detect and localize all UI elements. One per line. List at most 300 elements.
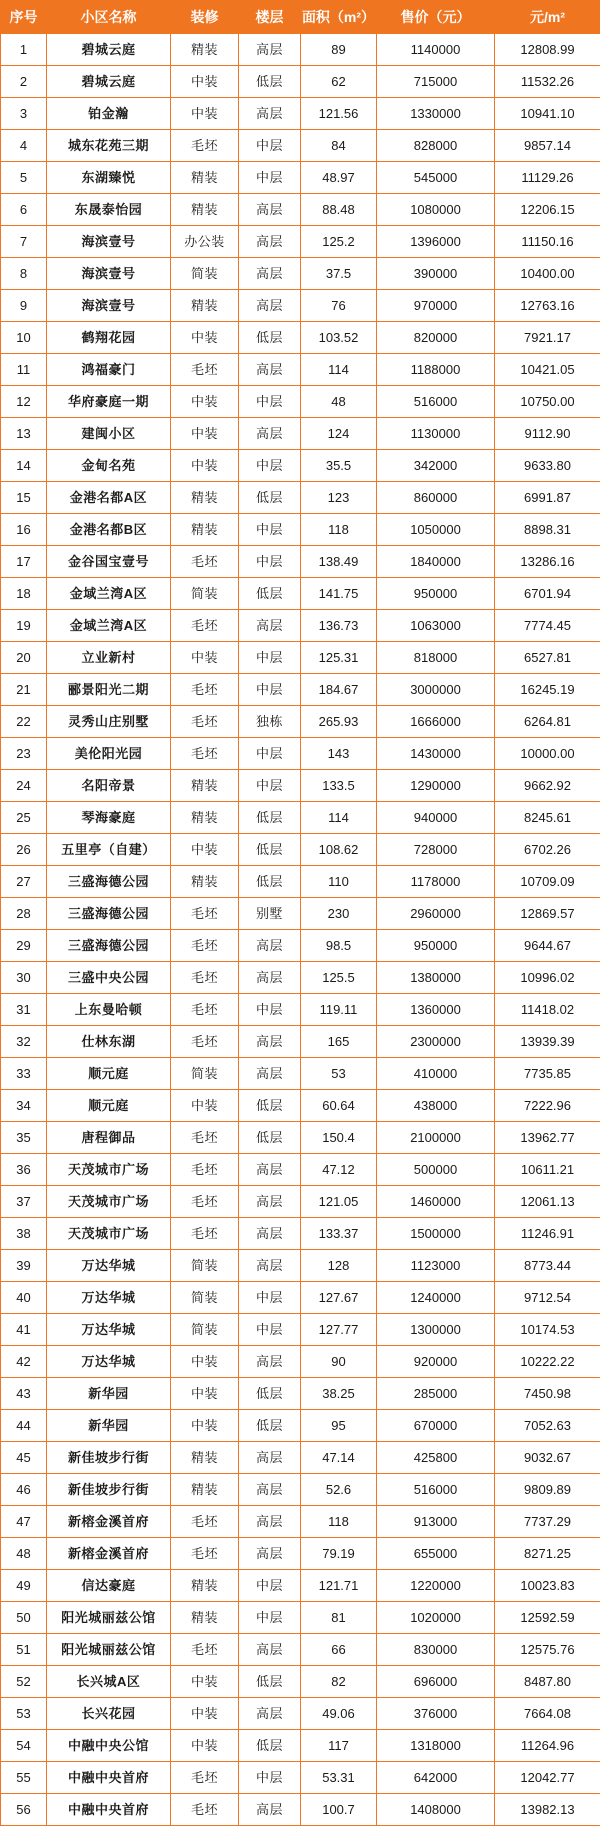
cell-name: 天茂城市广场 xyxy=(47,1186,171,1218)
cell-unit-price: 10400.00 xyxy=(495,258,600,290)
cell-name: 海滨壹号 xyxy=(47,290,171,322)
cell-name: 三盛海德公园 xyxy=(47,898,171,930)
cell-decoration: 简装 xyxy=(171,258,239,290)
cell-unit-price: 12042.77 xyxy=(495,1762,600,1794)
cell-name: 华府豪庭一期 xyxy=(47,386,171,418)
table-row xyxy=(1,1730,600,1762)
cell-unit-price: 13286.16 xyxy=(495,546,600,578)
cell-price: 830000 xyxy=(377,1634,495,1666)
cell-area: 119.11 xyxy=(301,994,377,1026)
cell-price: 1178000 xyxy=(377,866,495,898)
cell-index: 20 xyxy=(1,642,47,674)
cell-index: 3 xyxy=(1,98,47,130)
table-row xyxy=(1,162,600,194)
cell-index: 23 xyxy=(1,738,47,770)
cell-area: 138.49 xyxy=(301,546,377,578)
header-floor: 楼层 xyxy=(239,1,301,34)
cell-floor: 高层 xyxy=(239,354,301,386)
cell-index: 27 xyxy=(1,866,47,898)
cell-index: 8 xyxy=(1,258,47,290)
table-row xyxy=(1,898,600,930)
cell-unit-price: 9644.67 xyxy=(495,930,600,962)
cell-name: 信达豪庭 xyxy=(47,1570,171,1602)
cell-unit-price: 7735.85 xyxy=(495,1058,600,1090)
cell-price: 913000 xyxy=(377,1506,495,1538)
cell-unit-price: 7921.17 xyxy=(495,322,600,354)
cell-index: 14 xyxy=(1,450,47,482)
cell-price: 696000 xyxy=(377,1666,495,1698)
cell-index: 17 xyxy=(1,546,47,578)
cell-price: 1220000 xyxy=(377,1570,495,1602)
cell-decoration: 简装 xyxy=(171,1250,239,1282)
cell-index: 36 xyxy=(1,1154,47,1186)
cell-index: 13 xyxy=(1,418,47,450)
cell-price: 1408000 xyxy=(377,1794,495,1826)
cell-price: 1140000 xyxy=(377,34,495,66)
cell-price: 390000 xyxy=(377,258,495,290)
cell-price: 285000 xyxy=(377,1378,495,1410)
cell-price: 2960000 xyxy=(377,898,495,930)
cell-decoration: 中装 xyxy=(171,1378,239,1410)
cell-area: 123 xyxy=(301,482,377,514)
cell-unit-price: 10222.22 xyxy=(495,1346,600,1378)
cell-name: 铂金瀚 xyxy=(47,98,171,130)
cell-decoration: 精装 xyxy=(171,1442,239,1474)
cell-decoration: 毛坯 xyxy=(171,546,239,578)
table-row xyxy=(1,1634,600,1666)
cell-name: 上东曼哈顿 xyxy=(47,994,171,1026)
cell-price: 920000 xyxy=(377,1346,495,1378)
cell-index: 16 xyxy=(1,514,47,546)
table-row xyxy=(1,1314,600,1346)
cell-area: 133.5 xyxy=(301,770,377,802)
cell-index: 33 xyxy=(1,1058,47,1090)
cell-area: 184.67 xyxy=(301,674,377,706)
header-index: 序号 xyxy=(1,1,47,34)
cell-area: 66 xyxy=(301,1634,377,1666)
table-row xyxy=(1,1762,600,1794)
cell-name: 金港名都B区 xyxy=(47,514,171,546)
cell-name: 顺元庭 xyxy=(47,1058,171,1090)
cell-price: 376000 xyxy=(377,1698,495,1730)
cell-area: 110 xyxy=(301,866,377,898)
cell-decoration: 毛坯 xyxy=(171,898,239,930)
table-row xyxy=(1,258,600,290)
cell-decoration: 精装 xyxy=(171,162,239,194)
cell-name: 郦景阳光二期 xyxy=(47,674,171,706)
cell-unit-price: 8773.44 xyxy=(495,1250,600,1282)
cell-price: 500000 xyxy=(377,1154,495,1186)
cell-decoration: 毛坯 xyxy=(171,706,239,738)
cell-area: 53.31 xyxy=(301,1762,377,1794)
cell-area: 150.4 xyxy=(301,1122,377,1154)
cell-index: 44 xyxy=(1,1410,47,1442)
cell-unit-price: 7052.63 xyxy=(495,1410,600,1442)
cell-floor: 低层 xyxy=(239,834,301,866)
cell-name: 三盛中央公园 xyxy=(47,962,171,994)
cell-floor: 高层 xyxy=(239,1442,301,1474)
cell-floor: 高层 xyxy=(239,290,301,322)
cell-price: 2300000 xyxy=(377,1026,495,1058)
cell-decoration: 毛坯 xyxy=(171,738,239,770)
cell-decoration: 中装 xyxy=(171,418,239,450)
cell-floor: 高层 xyxy=(239,930,301,962)
table-row xyxy=(1,1026,600,1058)
cell-price: 1396000 xyxy=(377,226,495,258)
cell-floor: 中层 xyxy=(239,1282,301,1314)
cell-decoration: 毛坯 xyxy=(171,1154,239,1186)
table-row xyxy=(1,578,600,610)
cell-area: 136.73 xyxy=(301,610,377,642)
cell-index: 43 xyxy=(1,1378,47,1410)
cell-index: 40 xyxy=(1,1282,47,1314)
cell-floor: 高层 xyxy=(239,1634,301,1666)
cell-name: 灵秀山庄别墅 xyxy=(47,706,171,738)
cell-index: 48 xyxy=(1,1538,47,1570)
cell-decoration: 毛坯 xyxy=(171,674,239,706)
cell-name: 万达华城 xyxy=(47,1346,171,1378)
cell-price: 1318000 xyxy=(377,1730,495,1762)
cell-price: 438000 xyxy=(377,1090,495,1122)
table-row xyxy=(1,738,600,770)
cell-name: 碧城云庭 xyxy=(47,66,171,98)
cell-floor: 高层 xyxy=(239,98,301,130)
cell-name: 金甸名苑 xyxy=(47,450,171,482)
cell-unit-price: 9662.92 xyxy=(495,770,600,802)
table-row xyxy=(1,930,600,962)
cell-decoration: 中装 xyxy=(171,1698,239,1730)
cell-area: 95 xyxy=(301,1410,377,1442)
cell-index: 51 xyxy=(1,1634,47,1666)
cell-floor: 中层 xyxy=(239,738,301,770)
cell-area: 127.67 xyxy=(301,1282,377,1314)
cell-price: 970000 xyxy=(377,290,495,322)
cell-area: 48 xyxy=(301,386,377,418)
cell-index: 24 xyxy=(1,770,47,802)
header-unit-price: 元/m² xyxy=(495,1,600,34)
cell-area: 81 xyxy=(301,1602,377,1634)
cell-area: 143 xyxy=(301,738,377,770)
cell-name: 万达华城 xyxy=(47,1250,171,1282)
cell-price: 1130000 xyxy=(377,418,495,450)
cell-price: 3000000 xyxy=(377,674,495,706)
cell-unit-price: 12592.59 xyxy=(495,1602,600,1634)
cell-index: 56 xyxy=(1,1794,47,1826)
cell-name: 新华园 xyxy=(47,1410,171,1442)
cell-name: 三盛海德公园 xyxy=(47,866,171,898)
cell-floor: 低层 xyxy=(239,1090,301,1122)
header-price: 售价（元） xyxy=(377,1,495,34)
cell-index: 30 xyxy=(1,962,47,994)
cell-decoration: 毛坯 xyxy=(171,1218,239,1250)
cell-floor: 高层 xyxy=(239,1218,301,1250)
cell-unit-price: 9032.67 xyxy=(495,1442,600,1474)
cell-name: 城东花苑三期 xyxy=(47,130,171,162)
cell-area: 47.12 xyxy=(301,1154,377,1186)
cell-unit-price: 10941.10 xyxy=(495,98,600,130)
table-row xyxy=(1,1410,600,1442)
cell-floor: 低层 xyxy=(239,1378,301,1410)
cell-unit-price: 12763.16 xyxy=(495,290,600,322)
cell-index: 41 xyxy=(1,1314,47,1346)
cell-area: 121.56 xyxy=(301,98,377,130)
cell-area: 230 xyxy=(301,898,377,930)
cell-unit-price: 12869.57 xyxy=(495,898,600,930)
cell-unit-price: 6701.94 xyxy=(495,578,600,610)
cell-unit-price: 10996.02 xyxy=(495,962,600,994)
cell-floor: 中层 xyxy=(239,386,301,418)
cell-floor: 中层 xyxy=(239,450,301,482)
cell-name: 长兴花园 xyxy=(47,1698,171,1730)
cell-index: 28 xyxy=(1,898,47,930)
table-row xyxy=(1,674,600,706)
cell-price: 1380000 xyxy=(377,962,495,994)
cell-index: 18 xyxy=(1,578,47,610)
table-row xyxy=(1,802,600,834)
cell-name: 东晟泰怡园 xyxy=(47,194,171,226)
cell-floor: 高层 xyxy=(239,1474,301,1506)
table-row xyxy=(1,130,600,162)
cell-area: 49.06 xyxy=(301,1698,377,1730)
table-row xyxy=(1,1570,600,1602)
cell-price: 2100000 xyxy=(377,1122,495,1154)
cell-area: 133.37 xyxy=(301,1218,377,1250)
cell-name: 金港名都A区 xyxy=(47,482,171,514)
cell-unit-price: 11532.26 xyxy=(495,66,600,98)
cell-price: 642000 xyxy=(377,1762,495,1794)
cell-index: 49 xyxy=(1,1570,47,1602)
cell-index: 46 xyxy=(1,1474,47,1506)
table-row xyxy=(1,706,600,738)
cell-floor: 高层 xyxy=(239,962,301,994)
cell-unit-price: 10174.53 xyxy=(495,1314,600,1346)
cell-unit-price: 13962.77 xyxy=(495,1122,600,1154)
cell-name: 顺元庭 xyxy=(47,1090,171,1122)
table-row xyxy=(1,1282,600,1314)
cell-decoration: 毛坯 xyxy=(171,1122,239,1154)
header-decoration: 装修 xyxy=(171,1,239,34)
cell-index: 6 xyxy=(1,194,47,226)
cell-price: 1430000 xyxy=(377,738,495,770)
cell-decoration: 精装 xyxy=(171,1602,239,1634)
cell-name: 三盛海德公园 xyxy=(47,930,171,962)
cell-area: 79.19 xyxy=(301,1538,377,1570)
cell-index: 11 xyxy=(1,354,47,386)
cell-floor: 中层 xyxy=(239,770,301,802)
cell-decoration: 中装 xyxy=(171,66,239,98)
table-row xyxy=(1,1666,600,1698)
cell-area: 114 xyxy=(301,802,377,834)
cell-unit-price: 12808.99 xyxy=(495,34,600,66)
cell-unit-price: 10000.00 xyxy=(495,738,600,770)
cell-index: 34 xyxy=(1,1090,47,1122)
cell-index: 4 xyxy=(1,130,47,162)
cell-name: 中融中央首府 xyxy=(47,1794,171,1826)
cell-decoration: 毛坯 xyxy=(171,1186,239,1218)
cell-floor: 独栋 xyxy=(239,706,301,738)
cell-unit-price: 7450.98 xyxy=(495,1378,600,1410)
cell-decoration: 办公装 xyxy=(171,226,239,258)
table-row xyxy=(1,386,600,418)
table-row xyxy=(1,1474,600,1506)
cell-price: 1500000 xyxy=(377,1218,495,1250)
cell-name: 新佳坡步行街 xyxy=(47,1474,171,1506)
table-row xyxy=(1,1250,600,1282)
cell-floor: 高层 xyxy=(239,610,301,642)
cell-floor: 高层 xyxy=(239,34,301,66)
cell-name: 名阳帝景 xyxy=(47,770,171,802)
cell-name: 鸿福豪门 xyxy=(47,354,171,386)
cell-unit-price: 7737.29 xyxy=(495,1506,600,1538)
cell-area: 121.71 xyxy=(301,1570,377,1602)
cell-decoration: 精装 xyxy=(171,34,239,66)
cell-index: 1 xyxy=(1,34,47,66)
cell-name: 天茂城市广场 xyxy=(47,1218,171,1250)
cell-unit-price: 8487.80 xyxy=(495,1666,600,1698)
cell-price: 1300000 xyxy=(377,1314,495,1346)
cell-area: 125.2 xyxy=(301,226,377,258)
cell-unit-price: 11264.96 xyxy=(495,1730,600,1762)
cell-decoration: 简装 xyxy=(171,1314,239,1346)
cell-decoration: 精装 xyxy=(171,514,239,546)
cell-name: 长兴城A区 xyxy=(47,1666,171,1698)
cell-price: 820000 xyxy=(377,322,495,354)
cell-unit-price: 10023.83 xyxy=(495,1570,600,1602)
table-body xyxy=(1,34,600,1826)
table-row xyxy=(1,482,600,514)
table-row xyxy=(1,1058,600,1090)
cell-floor: 中层 xyxy=(239,514,301,546)
cell-unit-price: 12206.15 xyxy=(495,194,600,226)
cell-decoration: 毛坯 xyxy=(171,1794,239,1826)
cell-decoration: 毛坯 xyxy=(171,1538,239,1570)
cell-floor: 高层 xyxy=(239,226,301,258)
header-name: 小区名称 xyxy=(47,1,171,34)
cell-area: 53 xyxy=(301,1058,377,1090)
cell-unit-price: 16245.19 xyxy=(495,674,600,706)
cell-unit-price: 11246.91 xyxy=(495,1218,600,1250)
cell-area: 100.7 xyxy=(301,1794,377,1826)
cell-index: 52 xyxy=(1,1666,47,1698)
cell-area: 265.93 xyxy=(301,706,377,738)
cell-price: 940000 xyxy=(377,802,495,834)
cell-floor: 中层 xyxy=(239,1762,301,1794)
cell-area: 38.25 xyxy=(301,1378,377,1410)
cell-unit-price: 8245.61 xyxy=(495,802,600,834)
cell-unit-price: 6991.87 xyxy=(495,482,600,514)
cell-index: 50 xyxy=(1,1602,47,1634)
cell-floor: 低层 xyxy=(239,802,301,834)
cell-price: 1240000 xyxy=(377,1282,495,1314)
cell-floor: 低层 xyxy=(239,322,301,354)
cell-unit-price: 10611.21 xyxy=(495,1154,600,1186)
cell-price: 715000 xyxy=(377,66,495,98)
cell-index: 35 xyxy=(1,1122,47,1154)
cell-name: 美伦阳光园 xyxy=(47,738,171,770)
cell-name: 新佳坡步行街 xyxy=(47,1442,171,1474)
cell-floor: 高层 xyxy=(239,1698,301,1730)
cell-name: 金域兰湾A区 xyxy=(47,578,171,610)
cell-area: 108.62 xyxy=(301,834,377,866)
cell-index: 21 xyxy=(1,674,47,706)
cell-decoration: 中装 xyxy=(171,1730,239,1762)
cell-area: 52.6 xyxy=(301,1474,377,1506)
cell-price: 950000 xyxy=(377,578,495,610)
cell-name: 立业新村 xyxy=(47,642,171,674)
cell-floor: 中层 xyxy=(239,642,301,674)
cell-floor: 高层 xyxy=(239,1794,301,1826)
cell-floor: 高层 xyxy=(239,1154,301,1186)
table-row xyxy=(1,866,600,898)
cell-unit-price: 13982.13 xyxy=(495,1794,600,1826)
cell-decoration: 中装 xyxy=(171,642,239,674)
cell-decoration: 中装 xyxy=(171,1346,239,1378)
table-row xyxy=(1,1154,600,1186)
cell-name: 唐程御品 xyxy=(47,1122,171,1154)
cell-decoration: 精装 xyxy=(171,194,239,226)
table-row xyxy=(1,1090,600,1122)
cell-decoration: 毛坯 xyxy=(171,1506,239,1538)
cell-unit-price: 13939.39 xyxy=(495,1026,600,1058)
table-row xyxy=(1,1346,600,1378)
cell-decoration: 精装 xyxy=(171,290,239,322)
cell-price: 818000 xyxy=(377,642,495,674)
cell-price: 1840000 xyxy=(377,546,495,578)
cell-decoration: 毛坯 xyxy=(171,930,239,962)
cell-decoration: 毛坯 xyxy=(171,994,239,1026)
table-row xyxy=(1,834,600,866)
cell-price: 1290000 xyxy=(377,770,495,802)
cell-price: 342000 xyxy=(377,450,495,482)
cell-decoration: 毛坯 xyxy=(171,1026,239,1058)
cell-area: 98.5 xyxy=(301,930,377,962)
cell-floor: 低层 xyxy=(239,482,301,514)
cell-unit-price: 8898.31 xyxy=(495,514,600,546)
cell-index: 19 xyxy=(1,610,47,642)
cell-price: 828000 xyxy=(377,130,495,162)
cell-unit-price: 11129.26 xyxy=(495,162,600,194)
cell-name: 阳光城丽兹公馆 xyxy=(47,1634,171,1666)
cell-floor: 低层 xyxy=(239,1410,301,1442)
table-row xyxy=(1,354,600,386)
cell-price: 728000 xyxy=(377,834,495,866)
cell-area: 118 xyxy=(301,1506,377,1538)
cell-price: 1063000 xyxy=(377,610,495,642)
cell-floor: 高层 xyxy=(239,1186,301,1218)
cell-price: 1050000 xyxy=(377,514,495,546)
cell-index: 7 xyxy=(1,226,47,258)
cell-area: 90 xyxy=(301,1346,377,1378)
table-row xyxy=(1,34,600,66)
table-row xyxy=(1,1698,600,1730)
cell-decoration: 中装 xyxy=(171,98,239,130)
table-header-row xyxy=(1,1,600,34)
cell-index: 53 xyxy=(1,1698,47,1730)
table-row xyxy=(1,1506,600,1538)
cell-area: 82 xyxy=(301,1666,377,1698)
cell-decoration: 毛坯 xyxy=(171,1634,239,1666)
cell-price: 1020000 xyxy=(377,1602,495,1634)
cell-unit-price: 8271.25 xyxy=(495,1538,600,1570)
cell-name: 金谷国宝壹号 xyxy=(47,546,171,578)
cell-floor: 高层 xyxy=(239,1346,301,1378)
cell-area: 124 xyxy=(301,418,377,450)
cell-index: 38 xyxy=(1,1218,47,1250)
cell-name: 万达华城 xyxy=(47,1282,171,1314)
cell-floor: 中层 xyxy=(239,546,301,578)
cell-area: 141.75 xyxy=(301,578,377,610)
cell-floor: 中层 xyxy=(239,994,301,1026)
